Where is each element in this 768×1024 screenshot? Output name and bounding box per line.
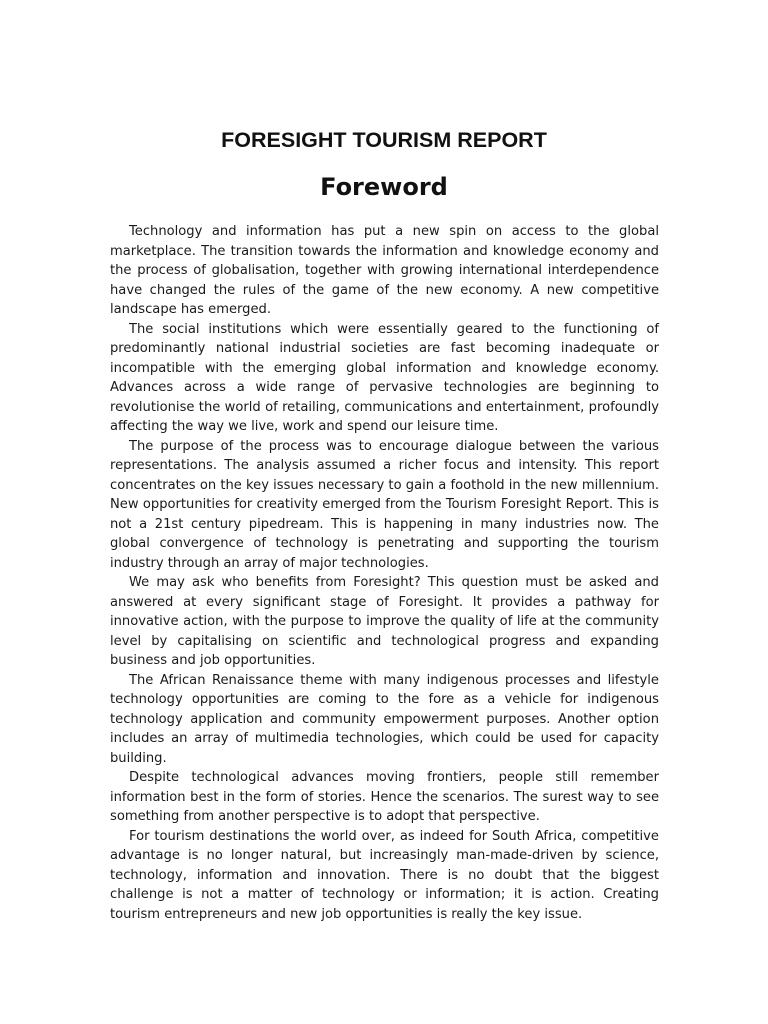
paragraph: The social institutions which were essentially geared to the functioning of predominantly national industrial societies are fast becoming inadequate or incompatible with the emerging global information and knowledge economy. Advances across a wide range of pervasive technologies are beginning to revolutionise the world of retailing, communications and entertainment, profoundly affecting the way we live, work and spend our leisure time.: [110, 321, 659, 434]
section-heading: Foreword: [320, 173, 448, 201]
paragraph: Technology and information has put a new spin on access to the global marketplace. The transition towards the information and knowledge economy and the process of globalisation, together with growing international interdependence have changed the rules of the game of the new economy. A new competitive landscape has emerged.: [110, 224, 659, 317]
paragraph: The African Renaissance theme with many indigenous processes and lifestyle technology opportunities are coming to the fore as a vehicle for indigenous technology application and community empowerment purposes. Another option includes an array of multimedia technologies, which could be used for capacity building.: [110, 672, 659, 766]
body-text: [110, 222, 659, 924]
paragraph: Despite technological advances moving frontiers, people still remember information best in the form of stories. Hence the scenarios. The surest way to see something from another perspective is to adopt that perspective.: [110, 770, 659, 824]
paragraph: For tourism destinations the world over, as indeed for South Africa, competitive advantage is no longer natural, but increasingly man-made-driven by science, technology, information and innovation. There is no doubt that the biggest challenge is not a matter of technology or information; it is action. Creating tourism entrepreneurs and new job opportunities is really the key issue.: [110, 828, 659, 922]
paragraph: The purpose of the process was to encourage dialogue between the various representations. The analysis assumed a richer focus and intensity. This report concentrates on the key issues necessary to gain a foothold in the new millennium. New opportunities for creativity emerged from the Tourism Foresight Report. This is not a 21st century pipedream. This is happening in many industries now. The global convergence of technology is penetrating and supporting the tourism industry through an array of major technologies.: [110, 438, 659, 571]
paragraph: We may ask who benefits from Foresight? This question must be asked and answered at every significant stage of Foresight. It provides a pathway for innovative action, with the purpose to improve the quality of life at the community level by capitalising on scientific and technological progress and expanding business and job opportunities.: [110, 575, 659, 668]
report-title: FORESIGHT TOURISM REPORT: [221, 128, 547, 152]
